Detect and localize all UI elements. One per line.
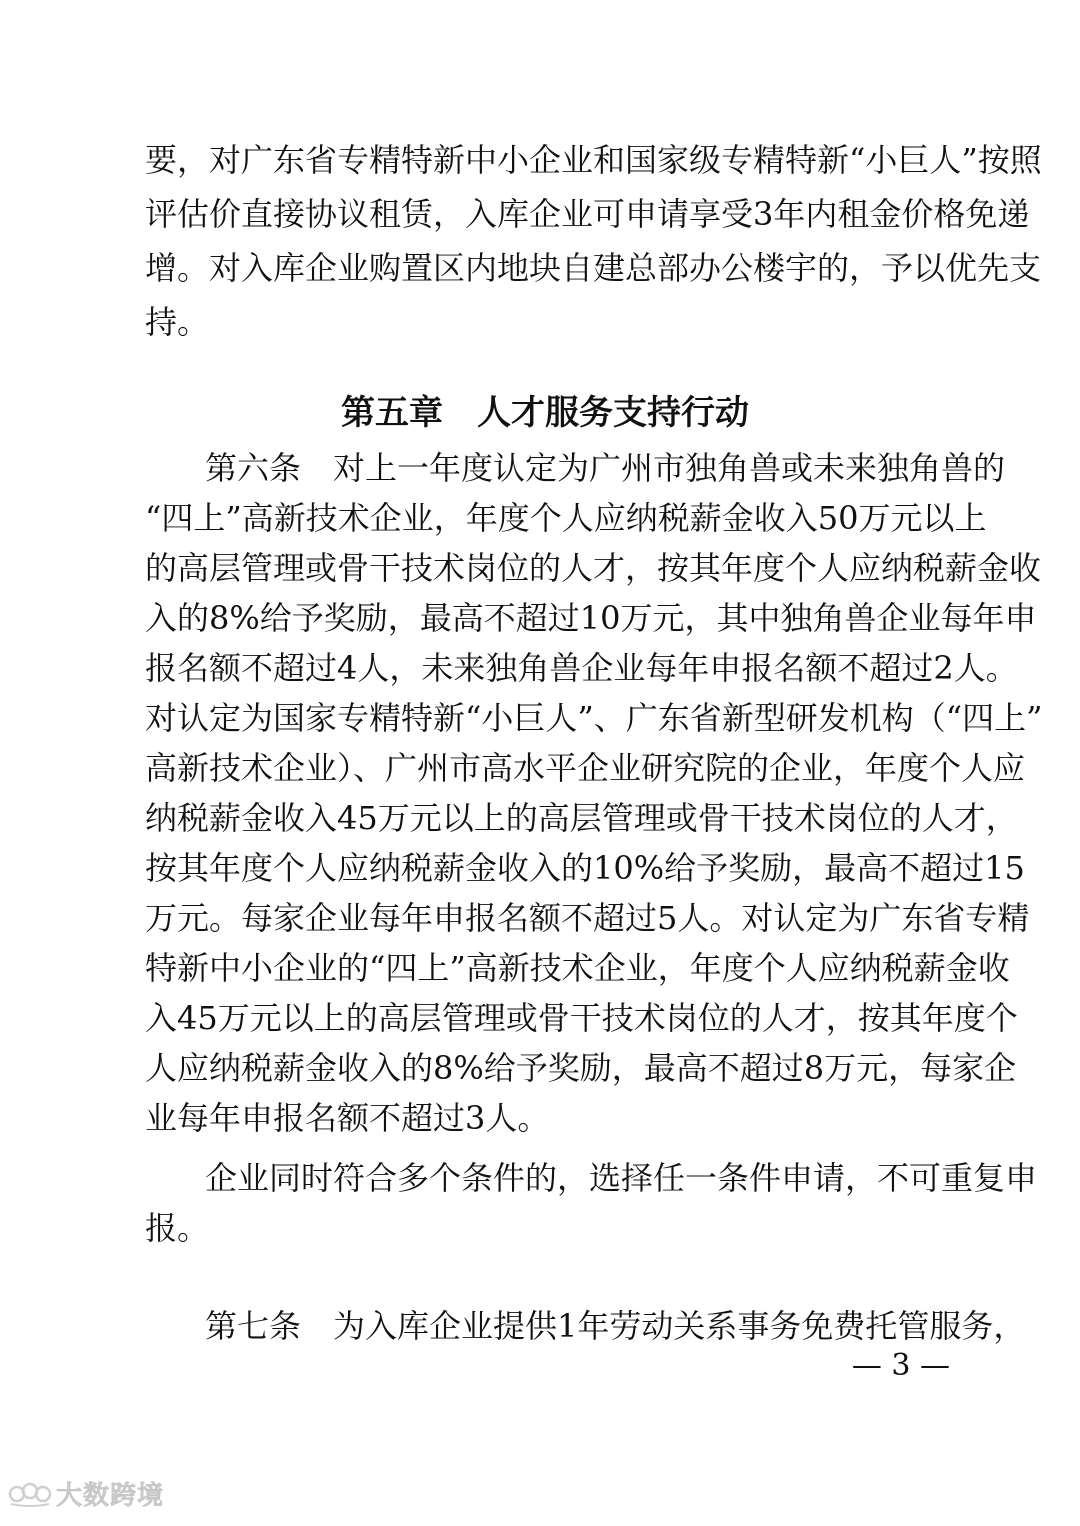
paragraph-line: 增。对入库企业购置区内地块自建总部办公楼宇的，予以优先支 [145, 249, 1042, 287]
article-six-line: 对认定为国家专精特新“小巨人”、广东省新型研发机构（“四上” [145, 699, 1043, 737]
chapter-heading: 第五章 人才服务支持行动 [341, 393, 749, 433]
article-six-line: 万元。每家企业每年申报名额不超过5人。对认定为广东省专精 [145, 899, 1030, 937]
paragraph-two-line: 报。 [145, 1209, 210, 1247]
paragraph-line: 要，对广东省专精特新中小企业和国家级专精特新“小巨人”按照 [145, 141, 1042, 179]
article-six-line: 特新中小企业的“四上”高新技术企业，年度个人应纳税薪金收 [145, 949, 1010, 987]
article-six-line: 第六条 对上一年度认定为广州市独角兽或未来独角兽的 [205, 449, 1006, 487]
paragraph-line: 评估价直接协议租赁，入库企业可申请享受3年内租金价格免递 [145, 195, 1030, 233]
article-seven-line: 第七条 为入库企业提供1年劳动关系事务免费托管服务， [205, 1307, 1026, 1345]
article-six-line: 人应纳税薪金收入的8%给予奖励，最高不超过8万元，每家企 [145, 1049, 1017, 1087]
article-six-line: 的高层管理或骨干技术岗位的人才，按其年度个人应纳税薪金收 [145, 549, 1042, 587]
article-six-line: 报名额不超过4人，未来独角兽企业每年申报名额不超过2人。 [145, 649, 1018, 687]
article-six-line: 纳税薪金收入45万元以上的高层管理或骨干技术岗位的人才， [145, 799, 1018, 837]
article-six-line: 高新技术企业）、广州市高水平企业研究院的企业，年度个人应 [145, 749, 1026, 787]
article-six-line: 入的8%给予奖励，最高不超过10万元，其中独角兽企业每年申 [145, 599, 1037, 637]
article-six-line: 业每年申报名额不超过3人。 [145, 1099, 550, 1137]
article-six-line: 入45万元以上的高层管理或骨干技术岗位的人才，按其年度个 [145, 999, 1018, 1037]
paragraph-line: 持。 [145, 303, 210, 341]
article-six-line: “四上”高新技术企业，年度个人应纳税薪金收入50万元以上 [145, 499, 987, 537]
article-six-line: 按其年度个人应纳税薪金收入的10%给予奖励，最高不超过15 [145, 849, 1025, 887]
watermark [8, 1474, 164, 1512]
paragraph-two-line: 企业同时符合多个条件的，选择任一条件申请，不可重复申 [205, 1159, 1038, 1197]
logo-icon [8, 1478, 52, 1508]
page-number: — 3 — [851, 1348, 950, 1383]
watermark-text: 大数跨境 [56, 1480, 165, 1511]
